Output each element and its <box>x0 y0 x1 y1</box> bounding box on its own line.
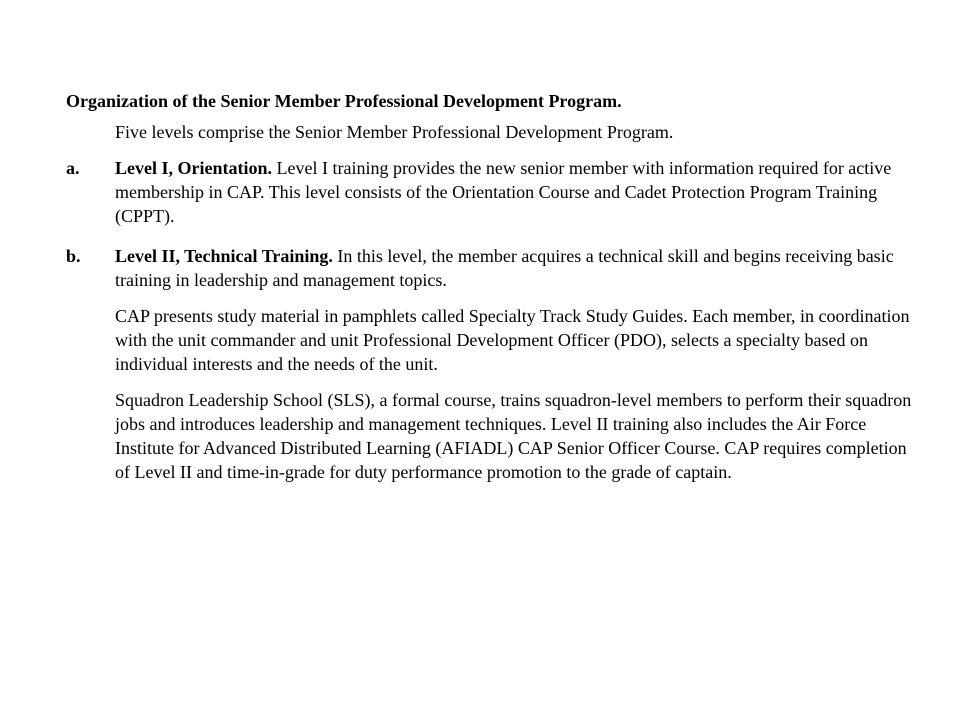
list-item-level-1 <box>66 156 926 228</box>
intro-paragraph: Five levels comprise the Senior Member Professional Development Program. <box>115 122 674 142</box>
document-page <box>66 89 926 496</box>
list-item-text: In this level, the member acquires a technical skill and begins receiving basic training in leadership and management topics. <box>115 246 894 290</box>
body-paragraph: CAP presents study material in pamphlets called Specialty Track Study Guides. Each member, in coordination with the unit commander and unit Professional Development Officer (PDO), selects a specialty based on individual interests and the needs of the unit. <box>115 306 910 374</box>
list-marker: b. <box>66 246 81 266</box>
document-heading: Organization of the Senior Member Professional Development Program. <box>66 91 622 111</box>
list-marker: a. <box>66 158 80 178</box>
list-item-level-2 <box>66 244 926 292</box>
list-item-title: Level II, Technical Training. <box>115 246 333 266</box>
body-paragraph: Squadron Leadership School (SLS), a formal course, trains squadron-level members to perform their squadron jobs and introduces leadership and management techniques. Level II training also includes the Air Force Institute for Advanced Distributed Learning (AFIADL) CAP Senior Officer Course. CAP requires completion of Level II and time-in-grade for duty performance promotion to the grade of captain. <box>115 390 912 482</box>
list-item-text: Level I training provides the new senior member with information required for active membership in CAP. This level consists of the Orientation Course and Cadet Protection Program Training (CPPT). <box>115 158 892 226</box>
list-item-title: Level I, Orientation. <box>115 158 272 178</box>
